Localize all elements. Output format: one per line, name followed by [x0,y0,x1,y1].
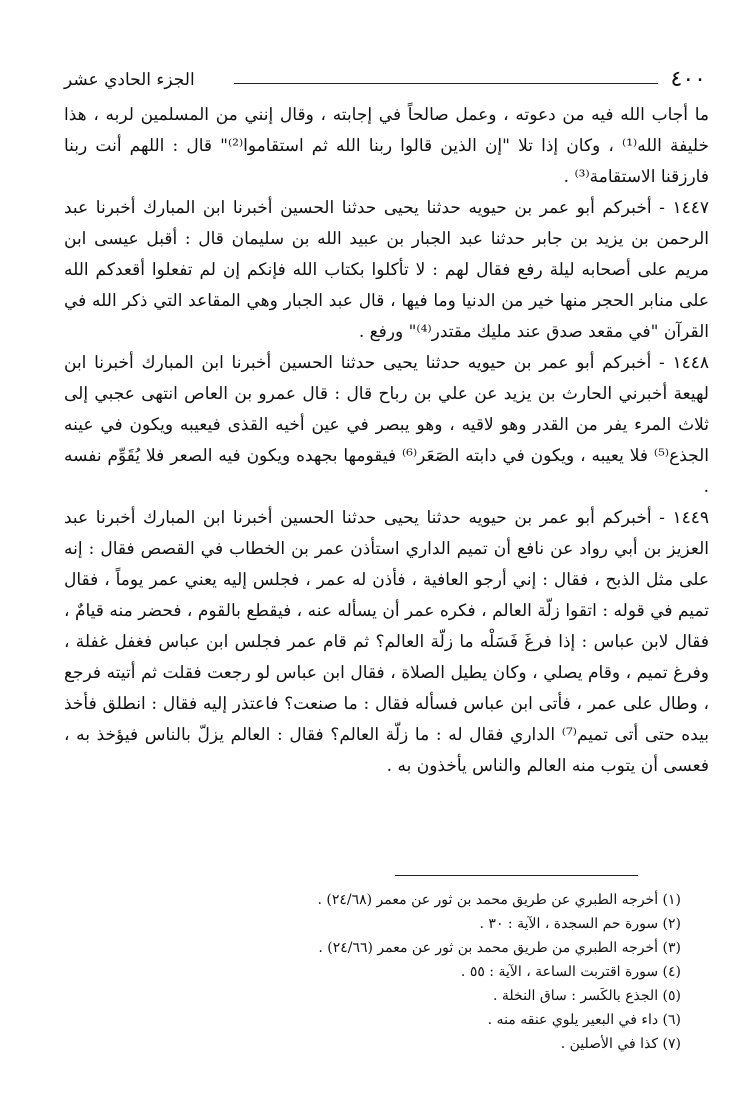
paragraph-continuation: ما أجاب الله فيه من دعوته ، وعمل صالحاً في إجابته ، وقال إنني من المسلمين لربه ، هذا خليفة الله⁽¹⁾ ، وكان إذا تلا "إن الذين قالوا ربنا الله ثم استقاموا⁽²⁾" قال : اللهم أنت ربنا فارزقنا الاستقامة⁽³⁾ . [64,105,709,187]
footnote-2: (٢) سورة حم السجدة ، الآية : ٣٠ . [479,916,681,932]
main-text [64,100,709,782]
footnote-5: (٥) الجذع بالكَسر : ساق النخلة . [492,988,681,1004]
header-rule [234,83,658,84]
paragraph-1447: ١٤٤٧ - أخبركم أبو عمر بن حيويه حدثنا يحيى حدثنا الحسين أخبرنا ابن المبارك أخبرنا عبد الرحمن بن يزيد بن جابر حدثنا عبد الجبار بن عبيد الله بن سليمان قال : أقبل عيسى ابن مريم على أصحابه ليلة رفع فقال لهم : لا تأكلوا بكتاب الله فإنكم إن لم تفعلوا أقعدكم الله على منابر الحجر منها خير من الدنيا وما فيها ، قال عبد الجبار وهي المقاعد التي ذكر الله في القرآن "في مقعد صدق عند مليك مقتدر⁽⁴⁾" ورفع . [64,198,709,342]
footnote-1: (١) أخرجه الطبري عن طريق محمد بن ثور عن معمر (٢٤/٦٨) . [317,892,681,908]
footnote-3: (٣) أخرجه الطبري من طريق محمد بن ثور عن معمر (٢٤/٦٦) . [318,940,681,956]
footnotes [64,888,709,1056]
running-title: الجزء الحادي عشر [64,70,195,90]
page-header [64,66,706,96]
footnote-7: (٧) كذا في الأصلين . [560,1036,681,1052]
paragraph-1448: ١٤٤٨ - أخبركم أبو عمر بن حيويه حدثنا يحيى حدثنا الحسين أخبرنا ابن المبارك أخبرنا ابن لهيعة أخبرني الحارث بن يزيد عن علي بن رباح قال : قال عمرو بن العاص انتهى عجبي إلى ثلاث المرء يفر من القدر وهو لاقيه ، وهو يبصر في عين أخيه القذى فيعيبه ويكون في عينه الجذع⁽⁵⁾ فلا يعيبه ، ويكون في دابته الصَعَر⁽⁶⁾ فيقومها بجهده ويكون فيه الصعر فلا يُقَوِّم نفسه . [64,353,710,497]
page-number: ٤٠٠ [670,67,706,92]
paragraph-1449: ١٤٤٩ - أخبركم أبو عمر بن حيويه حدثنا يحيى حدثنا الحسين أخبرنا ابن المبارك أخبرنا عبد العزيز بن أبي رواد عن نافع أن تميم الداري استأذن عمر بن الخطاب في القصص فقال : إنه على مثل الذبح ، فقال : إني أرجو العافية ، فأذن له عمر ، فجلس إليه يعني عمر يوماً ، فقال تميم في قوله : اتقوا زلّة العالم ، فكره عمر أن يسأله عنه ، فيقطع بالقوم ، فحضر منه قيامٌ ، فقال لابن عباس : إذا فرغَ فَسَلْه ما زلّة العالم؟ ثم قام عمر فجلس ابن عباس فغفل غفلة ، وفرغ تميم ، وقام يصلي ، وكان يطيل الصلاة ، فقال ابن عباس لو رجعت فقلت ثم أتيته فرجع ، وطال على عمر ، فأتى ابن عباس فسأله فقال : ما صنعت؟ فاعتذر إليه فقال : انطلق فأخذ بيده حتى أتى تميم⁽⁷⁾ الداري فقال له : ما زلّة العالم؟ فقال : العالم يزلّ بالناس فيؤخذ به ، فعسى أن يتوب منه العالم والناس يأخذون به . [64,508,709,776]
footnote-separator [395,875,638,876]
footnote-6: (٦) داء في البعير يلوي عنقه منه . [487,1012,681,1028]
footnote-4: (٤) سورة اقتربت الساعة ، الآية : ٥٥ . [460,964,681,980]
